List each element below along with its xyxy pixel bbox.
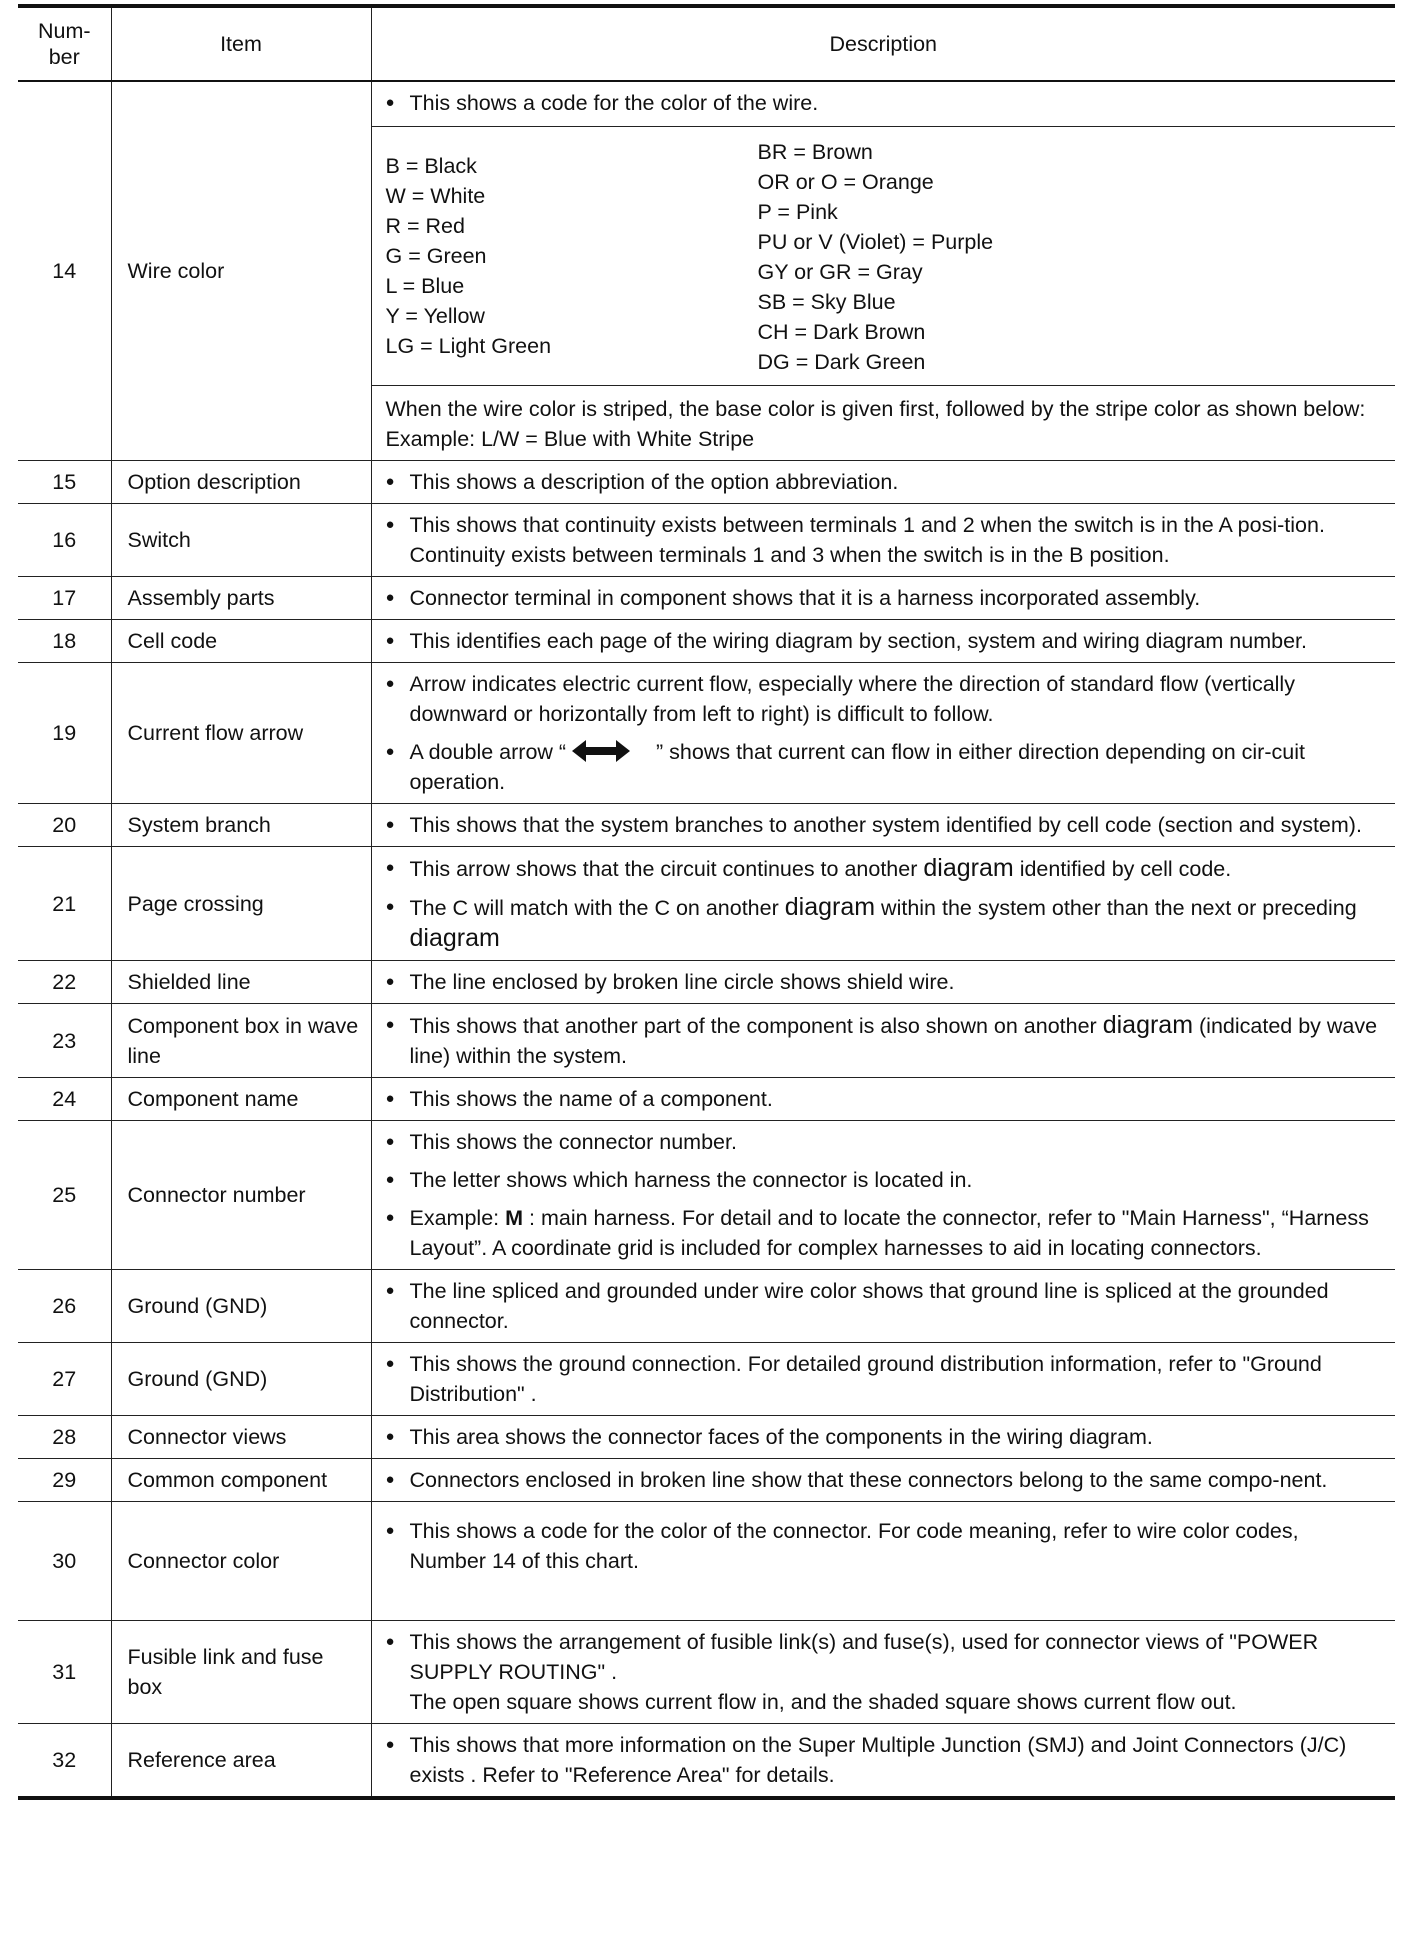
table-header-row xyxy=(18,6,1395,81)
color-code: LG = Light Green xyxy=(385,334,552,358)
wiring-legend-table xyxy=(18,4,1395,1800)
table-row xyxy=(18,504,1395,577)
row-item: Current flow arrow xyxy=(111,663,371,804)
color-code: SB = Sky Blue xyxy=(757,290,896,314)
color-code: Y = Yellow xyxy=(385,304,485,328)
row-item: Ground (GND) xyxy=(111,1343,371,1416)
table-row xyxy=(18,804,1395,847)
header-item: Item xyxy=(111,6,371,81)
description-bullet xyxy=(386,853,1382,884)
table-row xyxy=(18,1724,1395,1799)
bullet-text: within the system other than the next or preceding xyxy=(881,896,1357,920)
row-item: Option description xyxy=(111,461,371,504)
description-bullet: ● Connectors enclosed in broken line show that these connectors belong to the same compo-nent. xyxy=(386,1465,1382,1495)
row-item: Cell code xyxy=(111,620,371,663)
table-row xyxy=(18,1621,1395,1724)
row-description xyxy=(371,1459,1395,1502)
color-code: OR or O = Orange xyxy=(757,170,934,194)
double-arrow-text-post: ” shows that current can flow in either direction depending on cir-cuit operation. xyxy=(409,740,1305,794)
bullet-text: (indicated by wave line) within the system. xyxy=(409,1014,1378,1068)
row-item: Switch xyxy=(111,504,371,577)
color-code-list xyxy=(386,135,1382,377)
row-number: 29 xyxy=(18,1459,111,1502)
row-number: 20 xyxy=(18,804,111,847)
double-arrow-icon xyxy=(572,739,650,763)
bullet-emphasis: diagram xyxy=(784,893,876,921)
row-description xyxy=(371,461,1395,504)
row-item: Shielded line xyxy=(111,961,371,1004)
row-item: Page crossing xyxy=(111,847,371,961)
row-description xyxy=(371,804,1395,847)
row-description xyxy=(371,961,1395,1004)
row-description xyxy=(371,577,1395,620)
color-code: L = Blue xyxy=(385,274,465,298)
row-description xyxy=(371,1621,1395,1724)
description-bullet: ● This shows the connector number. xyxy=(386,1127,1382,1157)
description-bullet: ● This area shows the connector faces of the components in the wiring diagram. xyxy=(386,1422,1382,1452)
description-bullet: ● Connector terminal in component shows that it is a harness incorporated assembly. xyxy=(386,583,1382,613)
double-arrow-text-pre: A double arrow “ xyxy=(409,740,567,764)
table-row xyxy=(18,847,1395,961)
color-code: R = Red xyxy=(385,214,465,238)
table-row xyxy=(18,620,1395,663)
row-number: 18 xyxy=(18,620,111,663)
stripe-example: Example: L/W = Blue with White Stripe xyxy=(385,427,755,451)
row-number: 23 xyxy=(18,1004,111,1078)
description-extra: The open square shows current flow in, and the shaded square shows current flow out. xyxy=(409,1690,1237,1714)
row-item: System branch xyxy=(111,804,371,847)
color-code: BR = Brown xyxy=(757,140,873,164)
row-description xyxy=(371,1502,1395,1621)
row-description xyxy=(371,1270,1395,1343)
description-bullet: ● This shows a description of the option abbreviation. xyxy=(386,467,1382,497)
description-bullet xyxy=(386,1010,1382,1071)
color-code: GY or GR = Gray xyxy=(757,260,923,284)
description-bullet: ● The letter shows which harness the connector is located in. xyxy=(386,1165,1382,1195)
description-bullet xyxy=(386,1203,1382,1263)
row-item: Wire color xyxy=(111,81,371,461)
header-description: Description xyxy=(371,6,1395,81)
row-description xyxy=(371,1416,1395,1459)
bullet-emphasis: diagram xyxy=(923,854,1014,882)
row-number: 16 xyxy=(18,504,111,577)
color-code: W = White xyxy=(385,184,486,208)
color-code: DG = Dark Green xyxy=(757,350,926,374)
row-number: 32 xyxy=(18,1724,111,1799)
table-row xyxy=(18,461,1395,504)
color-code: B = Black xyxy=(385,154,477,178)
table-row xyxy=(18,1004,1395,1078)
table-row xyxy=(18,1459,1395,1502)
example-text: : main harness. For detail and to locate the connector, refer to "Main Harness", “Harness Layout”. A coordinate grid is included for complex harnesses to aid in locating connectors. xyxy=(409,1206,1369,1260)
description-bullet: ● The line spliced and grounded under wire color shows that ground line is spliced at the grounded connector. xyxy=(386,1276,1382,1336)
table-row xyxy=(18,1502,1395,1621)
bullet-text: identified by cell code. xyxy=(1019,857,1232,881)
row-number: 24 xyxy=(18,1078,111,1121)
table-row xyxy=(18,1121,1395,1270)
row-item: Ground (GND) xyxy=(111,1270,371,1343)
wire-color-intro: ● This shows a code for the color of the wire. xyxy=(386,88,1382,118)
table-row xyxy=(18,577,1395,620)
harness-letter: M xyxy=(505,1206,524,1230)
row-number: 14 xyxy=(18,81,111,461)
row-number: 21 xyxy=(18,847,111,961)
row-number: 31 xyxy=(18,1621,111,1724)
row-item: Connector color xyxy=(111,1502,371,1621)
row-description xyxy=(371,847,1395,961)
row-description xyxy=(371,1121,1395,1270)
row-number: 22 xyxy=(18,961,111,1004)
description-bullet: ● This shows that more information on the Super Multiple Junction (SMJ) and Joint Connectors (J/C) exists . Refer to "Reference Area" for details. xyxy=(386,1730,1382,1790)
stripe-note: When the wire color is striped, the base color is given first, followed by the stripe color as shown below: xyxy=(385,397,1366,421)
description-bullet xyxy=(386,737,1382,797)
example-label: Example: xyxy=(409,1206,500,1230)
row-number: 27 xyxy=(18,1343,111,1416)
header-number: Num- ber xyxy=(18,6,111,81)
description-bullet: ● This shows that the system branches to another system identified by cell code (section and system). xyxy=(386,810,1382,840)
table-row xyxy=(18,1343,1395,1416)
description-bullet: ● This shows that continuity exists between terminals 1 and 2 when the switch is in the A posi-tion. Continuity exists between terminals 1 and 3 when the switch is in the B position. xyxy=(386,510,1382,570)
row-item: Connector number xyxy=(111,1121,371,1270)
table-row xyxy=(18,81,1395,461)
row-description xyxy=(371,1004,1395,1078)
row-number: 17 xyxy=(18,577,111,620)
row-number: 28 xyxy=(18,1416,111,1459)
row-number: 30 xyxy=(18,1502,111,1621)
row-description xyxy=(371,504,1395,577)
color-codes-right xyxy=(758,137,1382,377)
table-row xyxy=(18,663,1395,804)
row-description xyxy=(371,81,1395,461)
table-row xyxy=(18,1270,1395,1343)
row-item: Reference area xyxy=(111,1724,371,1799)
row-description xyxy=(371,1724,1395,1799)
inner-divider xyxy=(372,385,1396,386)
row-item: Assembly parts xyxy=(111,577,371,620)
description-bullet: ● Arrow indicates electric current flow, especially where the direction of standard flow (vertically downward or horizontally from left to right) is difficult to follow. xyxy=(386,669,1382,729)
reference-table-page xyxy=(18,4,1395,1800)
color-codes-left xyxy=(386,137,758,377)
row-item: Fusible link and fuse box xyxy=(111,1621,371,1724)
table-row xyxy=(18,961,1395,1004)
color-code: P = Pink xyxy=(757,200,838,224)
inner-divider xyxy=(372,126,1396,127)
row-item: Component box in wave line xyxy=(111,1004,371,1078)
row-number: 15 xyxy=(18,461,111,504)
description-bullet: ● This shows a code for the color of the connector. For code meaning, refer to wire color codes, Number 14 of this chart. xyxy=(386,1516,1382,1576)
row-number: 19 xyxy=(18,663,111,804)
row-number: 26 xyxy=(18,1270,111,1343)
description-bullet: ● The line enclosed by broken line circle shows shield wire. xyxy=(386,967,1382,997)
bullet-text: This shows that another part of the component is also shown on another xyxy=(409,1014,1097,1038)
bullet-emphasis: diagram xyxy=(1102,1011,1194,1039)
row-description xyxy=(371,1078,1395,1121)
row-description xyxy=(371,663,1395,804)
description-bullet: ● This shows the ground connection. For detailed ground distribution information, refer to "Ground Distribution" . xyxy=(386,1349,1382,1409)
table-row xyxy=(18,1416,1395,1459)
description-bullet xyxy=(386,892,1382,954)
color-code: G = Green xyxy=(385,244,487,268)
row-description xyxy=(371,620,1395,663)
row-item: Component name xyxy=(111,1078,371,1121)
description-bullet: ● This shows the name of a component. xyxy=(386,1084,1382,1114)
bullet-emphasis: diagram xyxy=(409,924,500,952)
row-number: 25 xyxy=(18,1121,111,1270)
row-item: Common component xyxy=(111,1459,371,1502)
bullet-text: This arrow shows that the circuit continues to another xyxy=(409,857,918,881)
description-bullet: ● This identifies each page of the wiring diagram by section, system and wiring diagram number. xyxy=(386,626,1382,656)
color-code: CH = Dark Brown xyxy=(757,320,926,344)
description-bullet: ● This shows the arrangement of fusible link(s) and fuse(s), used for connector views of "POWER SUPPLY ROUTING" . xyxy=(386,1627,1382,1687)
row-description xyxy=(371,1343,1395,1416)
bullet-text: The C will match with the C on another xyxy=(409,896,779,920)
color-code: PU or V (Violet) = Purple xyxy=(757,230,994,254)
table-row xyxy=(18,1078,1395,1121)
row-item: Connector views xyxy=(111,1416,371,1459)
